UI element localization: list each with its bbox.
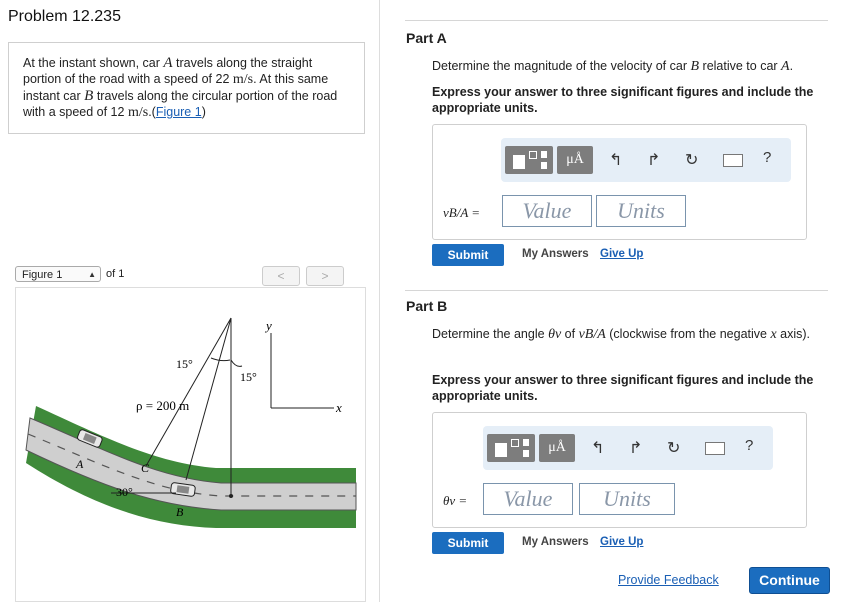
angle-arc xyxy=(231,360,242,366)
angle-15-right: 15° xyxy=(240,370,257,384)
part-b-toolbar xyxy=(483,426,773,470)
problem-statement xyxy=(8,42,365,134)
part-b-value-input[interactable]: Value xyxy=(483,483,573,515)
part-b-my-answers[interactable]: My Answers xyxy=(522,536,589,548)
part-a-value-input[interactable]: Value xyxy=(502,195,592,227)
part-b-answer-box xyxy=(432,412,807,528)
question-text: relative to car xyxy=(702,59,778,73)
units-icon[interactable]: μÅ xyxy=(557,146,593,174)
keyboard-icon[interactable] xyxy=(723,154,743,167)
radius-line xyxy=(146,318,231,466)
part-a-submit-button[interactable]: Submit xyxy=(432,244,504,266)
parts-panel xyxy=(380,0,842,602)
part-a-answer-box xyxy=(432,124,807,240)
help-icon[interactable]: ? xyxy=(763,149,772,166)
part-a-instructions: Express your answer to three significant figures and include the appropriate units. xyxy=(432,85,814,115)
figure-count: of 1 xyxy=(106,268,125,280)
part-b-units-input[interactable]: Units xyxy=(579,483,675,515)
car-b-label: B xyxy=(176,505,184,519)
car-a-symbol: A xyxy=(163,55,173,71)
statement-text: . At this same instant car xyxy=(23,72,329,103)
question-text: of xyxy=(564,327,576,341)
car-b-symbol: B xyxy=(690,59,700,74)
part-b-give-up[interactable]: Give Up xyxy=(600,536,644,548)
keyboard-icon[interactable] xyxy=(705,442,725,455)
figure-nav-bar xyxy=(0,263,366,287)
point-c-label: C xyxy=(141,461,150,475)
angle-arc xyxy=(211,358,230,361)
car-a-symbol: A xyxy=(781,59,790,74)
problem-title: Problem 12.235 xyxy=(8,8,121,25)
part-a-units-input[interactable]: Units xyxy=(596,195,686,227)
part-b-title: Part B xyxy=(406,298,448,314)
part-a-give-up[interactable]: Give Up xyxy=(600,248,644,260)
part-a-title: Part A xyxy=(406,30,447,46)
car-b-symbol: B xyxy=(84,88,94,104)
problem-panel xyxy=(0,0,380,602)
part-a-question xyxy=(432,58,832,75)
help-icon[interactable]: ? xyxy=(745,437,754,454)
y-axis-label: y xyxy=(266,318,272,333)
road-diagram xyxy=(16,288,366,602)
figure-image xyxy=(15,287,366,602)
units-icon[interactable]: μÅ xyxy=(539,434,575,462)
speed-unit: m/s xyxy=(127,105,149,120)
divider xyxy=(405,290,828,291)
templates-icon[interactable] xyxy=(487,434,535,462)
undo-icon[interactable]: ↰ xyxy=(591,440,605,457)
statement-text: travels along the straight portion of the road with a speed of 22 xyxy=(23,56,313,86)
question-text: Determine the angle xyxy=(432,327,545,341)
part-b-instructions: Express your answer to three significant figures and include the appropriate units. xyxy=(432,373,814,403)
reset-icon[interactable]: ↻ xyxy=(685,152,699,169)
figure-link[interactable]: Figure 1 xyxy=(155,105,202,119)
provide-feedback-link[interactable]: Provide Feedback xyxy=(618,573,719,587)
statement-text: ) xyxy=(201,105,206,119)
x-axis-label: x xyxy=(336,400,342,415)
reset-icon[interactable]: ↻ xyxy=(667,440,681,457)
templates-icon[interactable] xyxy=(505,146,553,174)
angle-30-label: 30° xyxy=(116,485,133,499)
divider xyxy=(405,20,828,21)
part-a-variable-label: vB/A = xyxy=(443,205,481,220)
statement-text: At the instant shown, car xyxy=(23,56,160,70)
angle-15-left: 15° xyxy=(176,357,193,371)
figure-select[interactable] xyxy=(15,266,101,282)
part-a-my-answers[interactable]: My Answers xyxy=(522,248,589,260)
figure-select-value: Figure 1 xyxy=(22,269,63,281)
prev-figure-button[interactable]: < xyxy=(262,266,300,286)
continue-button[interactable]: Continue xyxy=(749,567,830,594)
select-arrows-icon: ▲ xyxy=(88,270,96,279)
redo-icon[interactable]: ↱ xyxy=(629,440,643,457)
car-a-label: A xyxy=(76,457,84,471)
statement-text: travels along the circular portion of the road with a speed of 12 xyxy=(23,89,338,119)
next-figure-button[interactable]: > xyxy=(306,266,344,286)
velocity-symbol: vB/A xyxy=(578,327,606,342)
undo-icon[interactable]: ↰ xyxy=(609,152,623,169)
question-text: . xyxy=(789,59,794,73)
statement-text: .( xyxy=(148,105,156,119)
radius-line xyxy=(186,318,231,480)
question-text: (clockwise from the negative xyxy=(609,327,767,341)
part-a-toolbar xyxy=(501,138,791,182)
x-symbol: x xyxy=(770,327,777,342)
part-b-submit-button[interactable]: Submit xyxy=(432,532,504,554)
question-text: axis). xyxy=(780,327,811,341)
speed-unit: m/s xyxy=(232,72,254,87)
question-text: Determine the magnitude of the velocity of car xyxy=(432,59,687,73)
radius-label: ρ = 200 m xyxy=(136,398,190,413)
part-b-question xyxy=(432,326,832,343)
part-b-variable-label: θv = xyxy=(443,493,468,508)
center-point xyxy=(229,494,233,498)
theta-symbol: θv xyxy=(548,327,562,342)
redo-icon[interactable]: ↱ xyxy=(647,152,661,169)
